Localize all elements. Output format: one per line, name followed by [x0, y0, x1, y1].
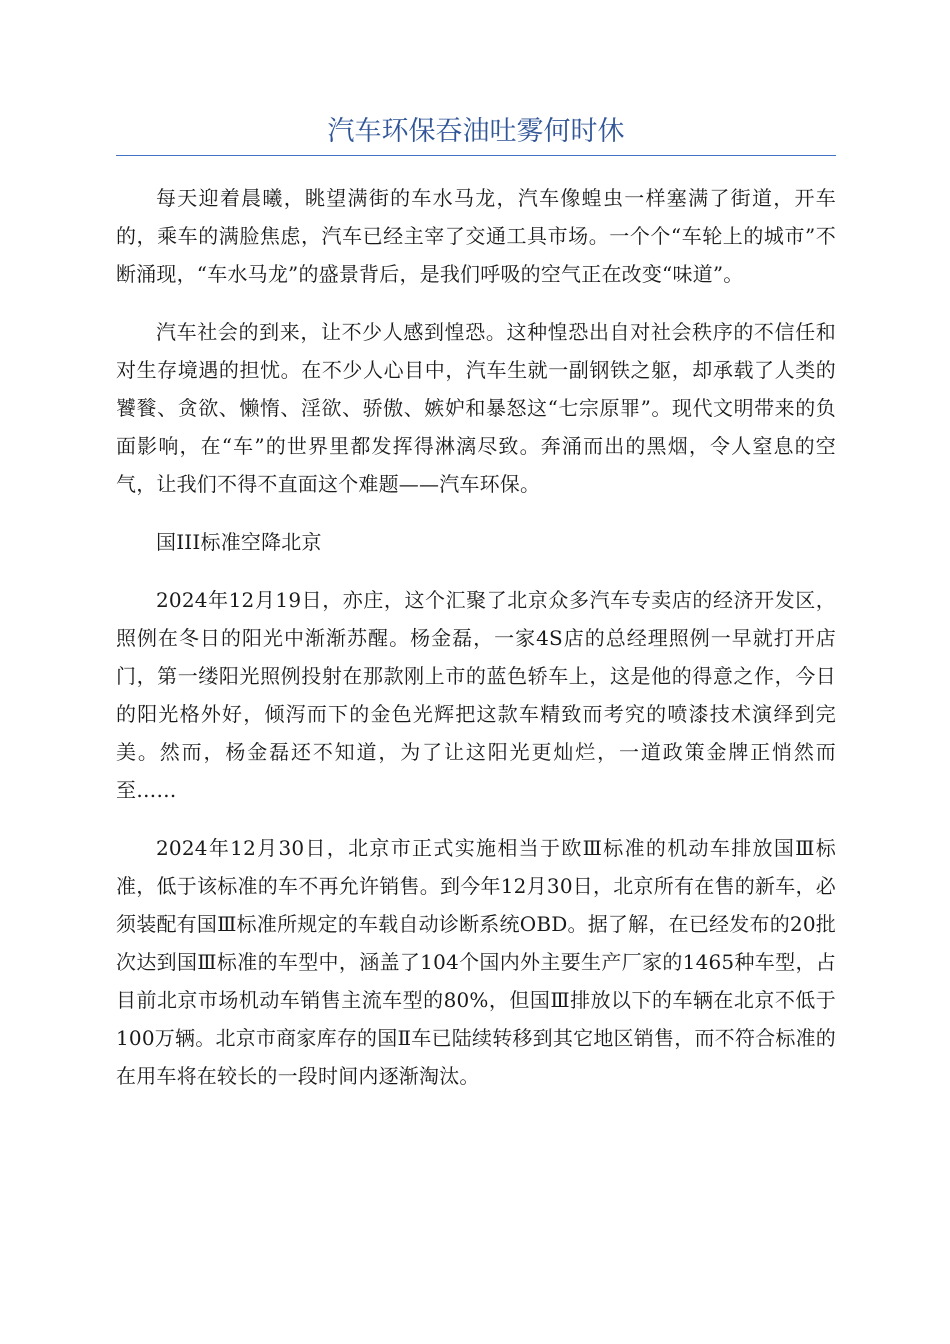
- document-body: [116, 179, 836, 1095]
- section-heading: 国III标准空降北京: [156, 530, 322, 554]
- document-title: 汽车环保吞油吐雾何时休: [116, 112, 836, 156]
- paragraph-intro: 每天迎着晨曦，眺望满街的车水马龙，汽车像蝗虫一样塞满了街道，开车的，乘车的满脸焦虑，汽车已经主宰了交通工具市场。一个个“车轮上的城市”不断涌现，“车水马龙”的盛景背后，是我们呼吸的空气正在改变“味道”。: [116, 186, 836, 286]
- paragraph-car-society: 汽车社会的到来，让不少人感到惶恐。这种惶恐出自对社会秩序的不信任和对生存境遇的担忧。在不少人心目中，汽车生就一副钢铁之躯，却承载了人类的饕餮、贪欲、懒惰、淫欲、骄傲、嫉妒和暴怒这“七宗原罪”。现代文明带来的负面影响，在“车”的世界里都发挥得淋漓尽致。奔涌而出的黑烟，令人窒息的空气，让我们不得不直面这个难题——汽车环保。: [116, 320, 836, 496]
- paragraph-standard: 2024年12月30日，北京市正式实施相当于欧Ⅲ标准的机动车排放国Ⅲ标准，低于该标准的车不再允许销售。到今年12月30日，北京所有在售的新车，必须装配有国Ⅲ标准所规定的车载自动诊断系统OBD。据了解，在已经发布的20批次达到国Ⅲ标准的车型中，涵盖了104个国内外主要生产厂家的1465种车型，占目前北京市场机动车销售主流车型的80%，但国Ⅲ排放以下的车辆在北京不低于100万辆。北京市商家库存的国Ⅱ车已陆续转移到其它地区销售，而不符合标准的在用车将在较长的一段时间内逐渐淘汰。: [116, 836, 836, 1088]
- paragraph-yizhuang: 2024年12月19日，亦庄，这个汇聚了北京众多汽车专卖店的经济开发区，照例在冬日的阳光中渐渐苏醒。杨金磊，一家4S店的总经理照例一早就打开店门，第一缕阳光照例投射在那款刚上市的蓝色轿车上，这是他的得意之作，今日的阳光格外好，倾泻而下的金色光辉把这款车精致而考究的喷漆技术演绎到完美。然而，杨金磊还不知道，为了让这阳光更灿烂，一道政策金牌正悄然而至……: [116, 588, 836, 802]
- document-page: [116, 112, 836, 1115]
